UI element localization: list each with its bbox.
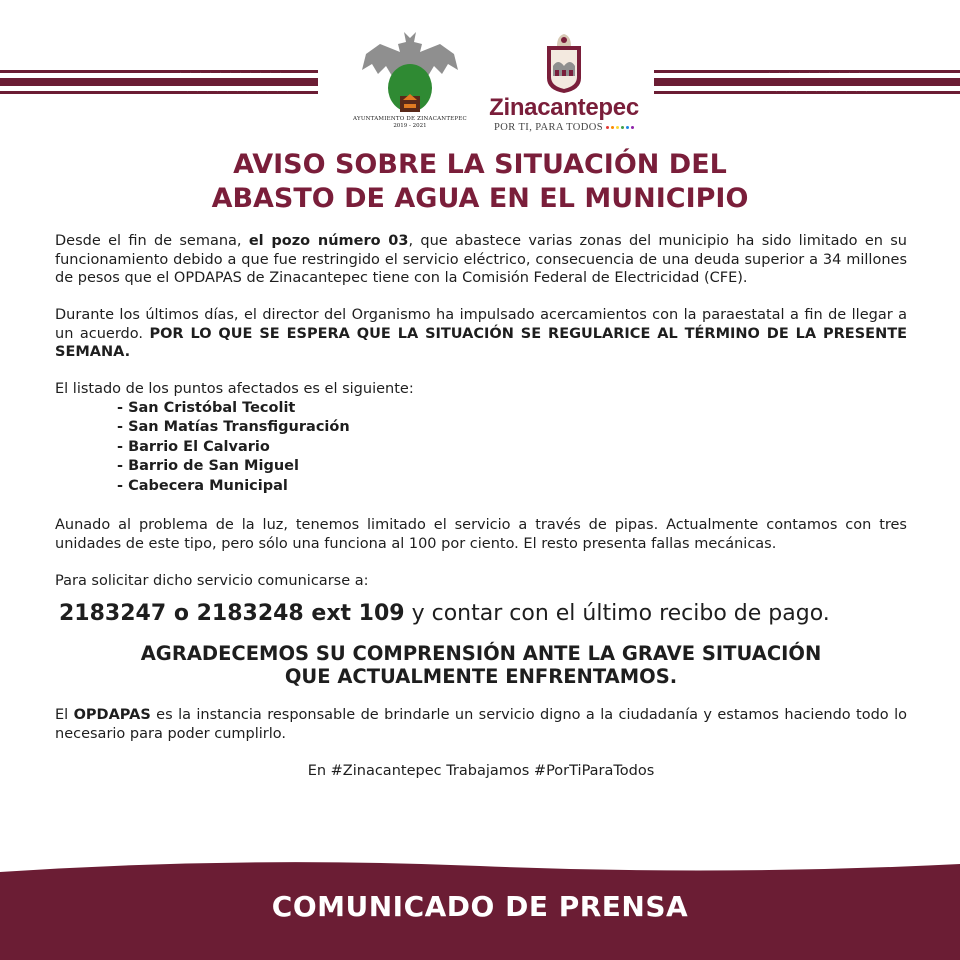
hashtag-closing: En #Zinacantepec Trabajamos #PorTiParaTodos [307, 762, 655, 779]
list-intro: El listado de los puntos afectados es el siguiente: [55, 381, 414, 397]
notice-body [55, 232, 907, 780]
color-dots-icon [606, 126, 634, 129]
page-title [0, 148, 960, 216]
opdapas-highlight: OPDAPAS [73, 707, 151, 723]
zinacantepec-logo [488, 32, 640, 140]
phone-numbers: 2183247 o 2183248 ext 109 [59, 601, 405, 626]
thanks-message: AGRADECEMOS SU COMPRENSIÓN ANTE LA GRAVE SITUACIÓN QUE ACTUALMENTE ENFRENTAMOS. [140, 642, 822, 688]
footer-banner [0, 860, 960, 960]
well-highlight: el pozo número 03 [248, 233, 409, 249]
affected-points-list [117, 399, 907, 497]
title-line-2: ABASTO DE AGUA EN EL MUNICIPIO [211, 183, 749, 214]
bat-emblem-icon [360, 30, 460, 116]
list-item: - Barrio de San Miguel [117, 458, 299, 474]
list-item: - San Matías Transfiguración [117, 419, 350, 435]
header-ribbon-right [654, 70, 960, 94]
contact-intro: Para solicitar dicho servicio comunicarse a: [55, 572, 369, 589]
paragraph-responsibility: El OPDAPAS es la instancia responsable de brindarle un servicio digno a la ciudadanía y estamos haciendo todo lo necesario para poder cumplirlo. [55, 707, 907, 742]
header-ribbon-left [0, 70, 318, 94]
contact-phone: 2183247 o 2183248 ext 109 y contar con el último recibo de pago. [59, 601, 830, 626]
ayuntamiento-name: AYUNTAMIENTO DE ZINACANTEPEC [353, 116, 467, 122]
ayuntamiento-years: 2019 - 2021 [393, 122, 427, 129]
list-item: - Barrio El Calvario [117, 438, 270, 455]
brand-slogan: POR TI, PARA TODOS [494, 122, 603, 133]
municipal-shield-icon [541, 32, 587, 94]
press-release-label: COMUNICADO DE PRENSA [271, 890, 689, 923]
paragraph-water-trucks: Aunado al problema de la luz, tenemos limitado el servicio a través de pipas. Actualmente contamos con tres unidades de este tipo, pero sólo una funciona al 100 por ciento. El resto presenta fallas mecánicas. [55, 517, 907, 552]
paragraph-negotiation: Durante los últimos días, el director del Organismo ha impulsado acercamientos con la paraestatal a fin de llegar a un acuerdo. POR LO QUE SE ESPERA QUE LA SITUACIÓN SE REGULARICE AL TÉRMINO DE LA PRESENTE SEMANA. [55, 307, 907, 360]
expectation-highlight: POR LO QUE SE ESPERA QUE LA SITUACIÓN SE REGULARICE AL TÉRMINO DE LA PRESENTE SEMANA. [55, 325, 907, 360]
list-item: - Cabecera Municipal [117, 477, 288, 494]
title-line-1: AVISO SOBRE LA SITUACIÓN DEL [233, 149, 727, 180]
list-item: - San Cristóbal Tecolit [117, 399, 296, 416]
brand-name: Zinacantepec [489, 94, 639, 121]
paragraph-well-status: Desde el fin de semana, el pozo número 03, que abastece varias zonas del municipio ha sido limitado en su funcionamiento debido a que fue restringido el servicio eléctrico, consecuencia de una deuda superior a 34 millones de pesos que el OPDAPAS de Zinacantepec tiene con la Comisión Federal de Electricidad (CFE). [55, 233, 907, 286]
ayuntamiento-logo [352, 30, 468, 140]
